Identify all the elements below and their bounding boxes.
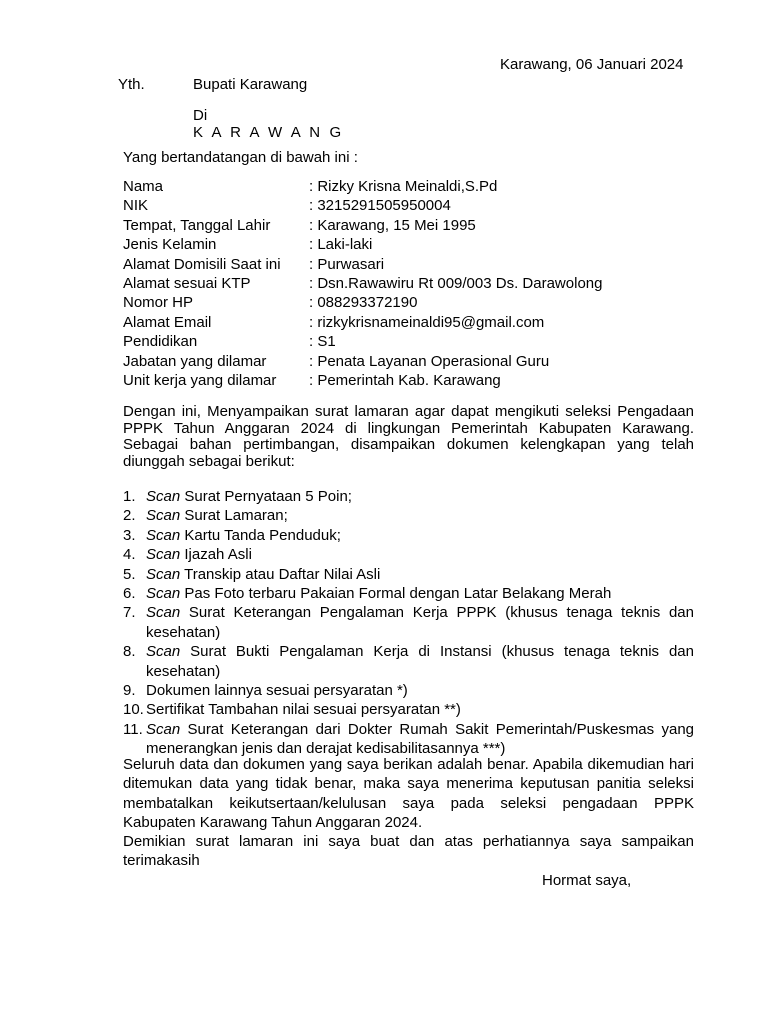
field-value: : Penata Layanan Operasional Guru — [309, 352, 550, 370]
field-value: : Dsn.Rawawiru Rt 009/003 Ds. Darawolong — [309, 274, 603, 292]
field-value: : 088293372190 — [309, 294, 418, 312]
list-number: 7. — [123, 604, 136, 622]
scan-label: Scan — [146, 526, 181, 544]
field-value: : Laki-laki — [309, 236, 373, 254]
list-text: Transkip atau Daftar Nilai Asli — [180, 565, 381, 583]
list-text: Surat Keterangan dari Dokter Rumah Sakit Pemerintah/Puskesmas yang menerangkan jenis dan derajat kedisabilitasannya ***) — [146, 720, 694, 758]
list-item — [123, 681, 694, 700]
field-value: : S1 — [309, 333, 336, 351]
list-text: Kartu Tanda Penduduk; — [180, 526, 341, 544]
place-date: Karawang, 06 Januari 2024 — [500, 56, 684, 73]
list-number: 9. — [123, 682, 136, 700]
field-value: : 3215291505950004 — [309, 197, 451, 215]
scan-label: Scan — [146, 488, 181, 505]
list-item — [123, 642, 694, 681]
field-label: Tempat, Tanggal Lahir — [123, 216, 271, 234]
list-text: Pas Foto terbaru Pakaian Formal dengan Latar Belakang Merah — [180, 585, 612, 603]
field-label: Pendidikan — [123, 333, 198, 351]
field-label: Alamat sesuai KTP — [123, 274, 251, 292]
field-value: : Rizky Krisna Meinaldi,S.Pd — [309, 178, 498, 195]
field-value: : rizkykrisnameinaldi95@gmail.com — [309, 313, 545, 331]
scan-label: Scan — [146, 546, 181, 564]
list-item — [123, 526, 694, 545]
closing-signoff: Hormat saya, — [542, 872, 632, 889]
scan-label: Scan — [146, 720, 181, 738]
field-label: Nama — [123, 178, 164, 195]
field-label: NIK — [123, 197, 149, 215]
list-number: 4. — [123, 546, 136, 564]
closing-paragraph: Demikian surat lamaran ini saya buat dan atas perhatiannya saya sampaikan terimakasih — [123, 833, 694, 870]
declaration-paragraph: Seluruh data dan dokumen yang saya berikan adalah benar. Apabila dikemudian hari ditemukan data yang tidak benar, maka saya menerima keputusan panitia seleksi membatalkan keikutsertaan/kelulusan saya pada seleksi pengadaan PPPK Kabupaten Karawang Tahun Anggaran 2024. — [123, 756, 694, 832]
list-item — [123, 720, 694, 759]
submission-paragraph: Dengan ini, Menyampaikan surat lamaran agar dapat mengikuti seleksi Pengadaan PPPK Tahun Anggaran 2024 di lingkungan Pemerintah Kabupaten Karawang. Sebagai bahan pertimbangan, disampaikan dokumen kelengkapan yang telah diunggah sebagai berikut: — [123, 403, 694, 470]
recipient-di: Di — [193, 107, 208, 124]
intro-text: Yang bertandatangan di bawah ini : — [123, 149, 358, 166]
recipient: Bupati Karawang — [193, 76, 308, 93]
field-value: : Purwasari — [309, 255, 385, 273]
field-label: Alamat Domisili Saat ini — [123, 255, 281, 273]
list-number: 3. — [123, 526, 136, 544]
field-value: : Pemerintah Kab. Karawang — [309, 371, 501, 389]
scan-label: Scan — [146, 565, 181, 583]
list-text: Surat Pernyataan 5 Poin; — [180, 488, 352, 505]
list-item — [123, 603, 694, 642]
field-label: Nomor HP — [123, 294, 194, 312]
documents-list — [123, 487, 694, 759]
list-text: Surat Keterangan Pengalaman Kerja PPPK (khusus tenaga teknis dan kesehatan) — [146, 604, 694, 641]
list-number: 10. — [123, 701, 144, 719]
list-item — [123, 700, 694, 719]
field-label: Jenis Kelamin — [123, 236, 217, 254]
list-number: 8. — [123, 643, 136, 661]
list-text: Sertifikat Tambahan nilai sesuai persyaratan **) — [146, 701, 461, 719]
field-label: Unit kerja yang dilamar — [123, 371, 277, 389]
field-value: : Karawang, 15 Mei 1995 — [309, 216, 476, 234]
list-item — [123, 565, 694, 584]
field-label: Alamat Email — [123, 313, 212, 331]
scan-label: Scan — [146, 643, 181, 661]
scan-label: Scan — [146, 507, 181, 525]
scan-label: Scan — [146, 585, 181, 603]
field-label: Jabatan yang dilamar — [123, 352, 267, 370]
list-text: Surat Bukti Pengalaman Kerja di Instansi (khusus tenaga teknis dan kesehatan) — [146, 643, 694, 680]
list-item — [123, 487, 694, 506]
scan-label: Scan — [146, 604, 181, 622]
list-number: 2. — [123, 507, 136, 525]
list-text: Dokumen lainnya sesuai persyaratan *) — [146, 682, 408, 700]
list-text: Surat Lamaran; — [180, 507, 288, 525]
list-item — [123, 584, 694, 603]
salutation: Yth. — [118, 76, 145, 93]
list-item — [123, 506, 694, 525]
list-number: 1. — [123, 488, 136, 505]
recipient-city: K A R A W A N G — [193, 124, 344, 141]
list-item — [123, 545, 694, 564]
list-number: 11. — [123, 720, 143, 738]
list-number: 6. — [123, 585, 136, 603]
list-text: Ijazah Asli — [180, 546, 252, 564]
list-number: 5. — [123, 565, 136, 583]
